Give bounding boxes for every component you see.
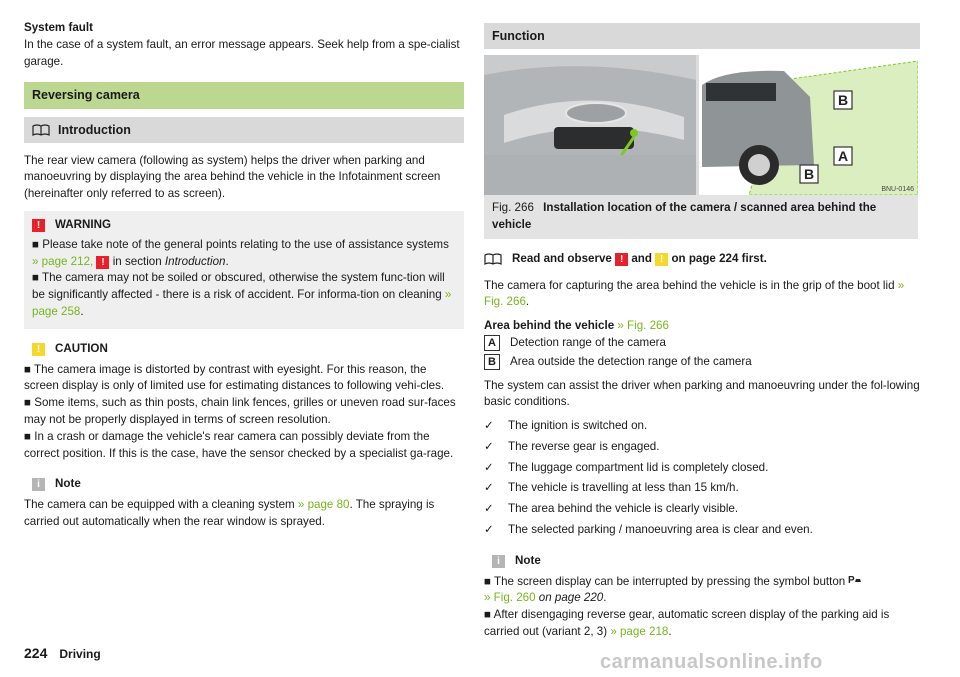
check-icon: ✓ xyxy=(484,439,494,453)
function-title: Function xyxy=(492,29,545,43)
caution-header xyxy=(32,341,464,358)
figure-266 xyxy=(484,55,918,239)
note-title-right: Note xyxy=(515,553,541,567)
book-icon xyxy=(484,253,502,265)
section-title-reversing-camera: Reversing camera xyxy=(24,82,464,108)
legend-key-b: B xyxy=(484,354,500,370)
warning-icon-inline: ! xyxy=(615,253,628,266)
warning-bullet-1: ■ Please take note of the general points relating to the use of assistance systems » page 212, ! in section Introduction. xyxy=(32,237,449,268)
page-number: 224 xyxy=(24,645,48,661)
function-header xyxy=(484,23,920,49)
warning-box xyxy=(24,211,464,329)
note-link-page-218[interactable]: » page 218 xyxy=(610,625,669,639)
figure-label-b-top: B xyxy=(837,92,849,109)
caution-bullet-3: ■ In a crash or damage the vehicle's rear camera can possibly deviate from the correct position. If this is the case, have the sensor checked by a specialist ga-rage. xyxy=(24,429,454,460)
condition-item: ✓ The vehicle is travelling at less than 15 km/h. xyxy=(484,480,920,497)
legend-text-a: Detection range of the camera xyxy=(510,335,666,349)
warning-icon: ! xyxy=(32,219,45,232)
warning-link-page-258[interactable]: » page 258 xyxy=(32,288,452,319)
area-title: Area behind the vehicle xyxy=(484,319,615,333)
right-column xyxy=(484,20,920,641)
figure-caption xyxy=(484,195,918,239)
warning-icon-inline: ! xyxy=(96,256,109,269)
caution-bullet-1: ■ The camera image is distorted by contrast with eyesight. For this reason, the screen display is only of limited use for estimating distances to following vehi-cles. xyxy=(24,362,445,393)
condition-item: ✓ The selected parking / manoeuvring area is clear and even. xyxy=(484,522,920,539)
system-fault-text: In the case of a system fault, an error message appears. Seek help from a spe-cialist garage. xyxy=(24,37,460,68)
check-icon: ✓ xyxy=(484,419,494,433)
figure-number: Fig. 266 xyxy=(492,201,534,215)
car-camera-illustration xyxy=(484,55,918,195)
condition-item: ✓ The area behind the vehicle is clearly visible. xyxy=(484,501,920,518)
footer-section: Driving xyxy=(59,647,101,661)
check-icon: ✓ xyxy=(484,523,494,537)
figure-image xyxy=(484,55,918,195)
check-icon: ✓ xyxy=(484,481,494,495)
figure-label-a: A xyxy=(837,148,849,165)
page-footer xyxy=(24,643,101,663)
note-icon: i xyxy=(32,478,45,491)
note-title: Note xyxy=(55,477,81,491)
note-header xyxy=(32,476,464,493)
svg-text:P: P xyxy=(848,574,856,585)
check-icon: ✓ xyxy=(484,502,494,516)
condition-item: ✓ The reverse gear is engaged. xyxy=(484,439,920,456)
conditions-intro: The system can assist the driver when parking and manoeuvring under the fol-lowing basic conditions. xyxy=(484,378,920,409)
note-header-right xyxy=(492,553,920,570)
legend-row-a xyxy=(484,335,920,352)
introduction-text: The rear view camera (following as system) helps the driver when parking and manoeuvring by displaying the area behind the vehicle in the Infotainment screen (hereinafter only referred to as screen). xyxy=(24,153,441,201)
condition-item: ✓ The ignition is switched on. xyxy=(484,418,920,435)
book-icon xyxy=(32,124,50,136)
legend-row-b xyxy=(484,354,920,371)
introduction-title: Introduction xyxy=(58,122,131,137)
note-icon: i xyxy=(492,555,505,568)
grip-link-fig-266[interactable]: » Fig. 266 xyxy=(484,278,905,309)
legend-key-a: A xyxy=(484,335,500,351)
note-link-fig-260[interactable]: » Fig. 260 xyxy=(484,591,536,605)
legend-text-b: Area outside the detection range of the camera xyxy=(510,354,752,368)
warning-bullet-2: ■ The camera may not be soiled or obscured, otherwise the system func-tion will be significantly affected - there is a risk of accident. For informa-tion on cleaning » page 258. xyxy=(32,271,452,319)
area-link-fig-266[interactable]: » Fig. 266 xyxy=(617,319,669,333)
check-icon: ✓ xyxy=(484,460,494,474)
warning-title: WARNING xyxy=(55,218,112,232)
system-fault-title: System fault xyxy=(24,21,93,34)
read-observe-line: Read and observe ! and ! on page 224 first. xyxy=(484,251,920,268)
condition-item: ✓ The luggage compartment lid is completely closed. xyxy=(484,460,920,477)
warning-link-page-212[interactable]: » page 212, xyxy=(32,254,94,268)
system-fault-block xyxy=(24,20,464,70)
caution-bullet-2: ■ Some items, such as thin posts, chain link fences, grilles or uneven road sur-faces may not be properly displayed in terms of screen resolution. xyxy=(24,396,456,426)
note-right-bullet-1: ■ The screen display can be interrupted by pressing the symbol button P » Fig. 260 on page 220. xyxy=(484,574,920,608)
parking-aid-icon xyxy=(848,574,862,585)
watermark: carmanualsonline.info xyxy=(600,651,823,673)
figure-code: BNU-0146 xyxy=(881,186,914,194)
caution-title: CAUTION xyxy=(55,341,108,355)
grip-text: The camera for capturing the area behind the vehicle is in the grip of the boot lid » Fig. 266. xyxy=(484,278,905,309)
note-right-bullet-2: ■ After disengaging reverse gear, automatic screen display of the parking aid is carried out (variant 2, 3) » page 218. xyxy=(484,608,890,639)
introduction-header xyxy=(24,117,464,143)
caution-icon: ! xyxy=(32,343,45,356)
area-title-line xyxy=(484,318,920,335)
figure-label-b-bottom: B xyxy=(803,166,815,183)
note-text: The camera can be equipped with a cleaning system » page 80. The spraying is carried out automatically when the rear window is sprayed. xyxy=(24,498,435,528)
figure-caption-text: Installation location of the camera / scanned area behind the vehicle xyxy=(492,201,877,231)
left-column xyxy=(24,20,464,531)
note-link-page-80[interactable]: » page 80 xyxy=(297,498,350,512)
caution-icon-inline: ! xyxy=(655,253,668,266)
